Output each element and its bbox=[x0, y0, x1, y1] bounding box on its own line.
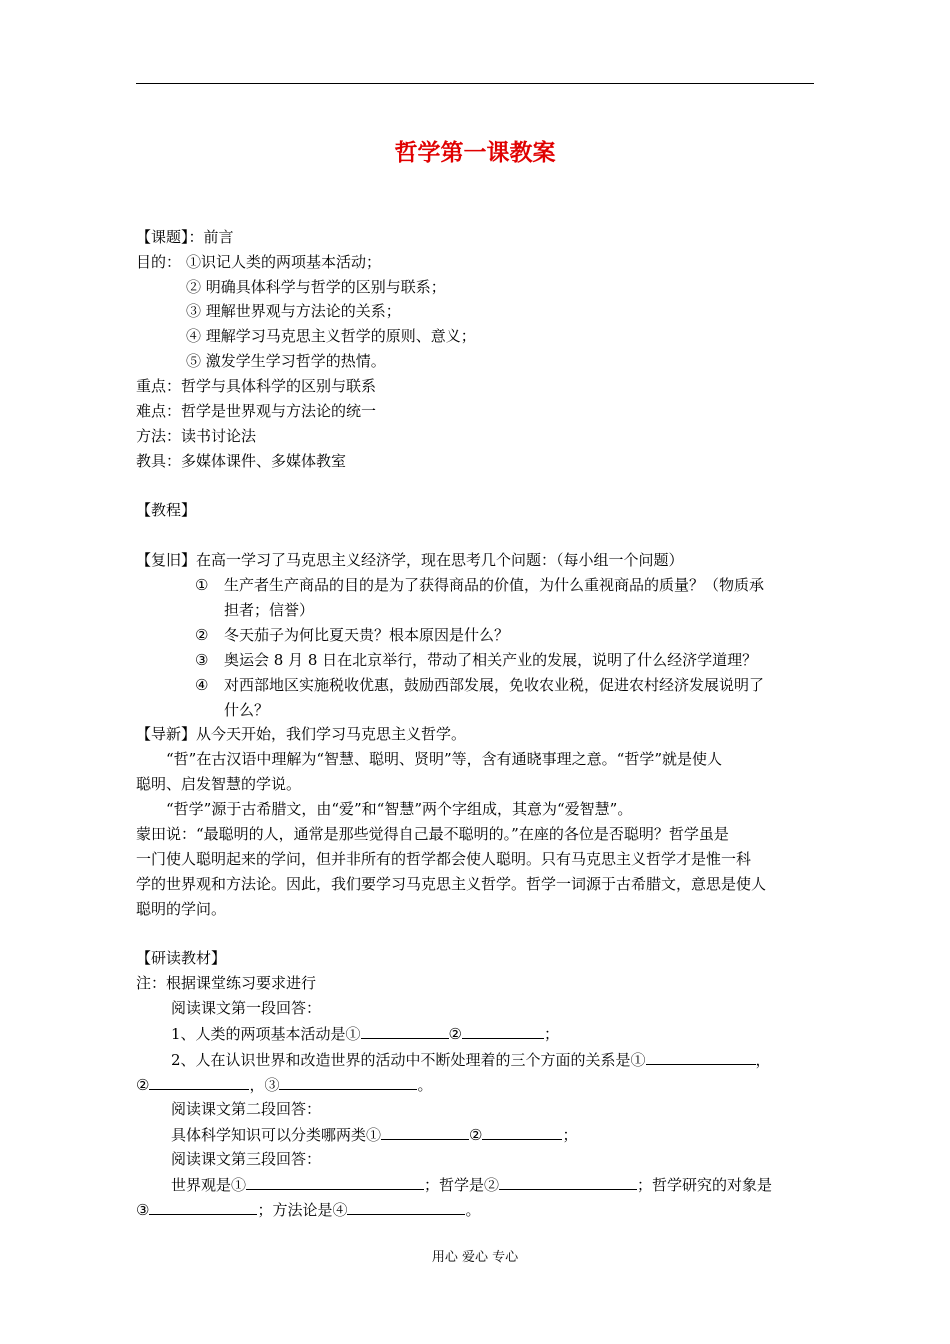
exercise-3 bbox=[171, 1124, 577, 1145]
goal-item-1: ①识记人类的两项基本活动； bbox=[186, 253, 382, 271]
exercise-4-line-2 bbox=[136, 1199, 480, 1220]
goal-item-4: ④ 理解学习马克思主义哲学的原则、意义； bbox=[186, 327, 476, 345]
paragraph-1-line-1: “哲”在古汉语中理解为“智慧、聪明、贤明”等，含有通晓事理之意。“哲学”就是使人 bbox=[166, 750, 723, 768]
study-note: 注：根据课堂练习要求进行 bbox=[136, 974, 317, 992]
punctuation: 。 bbox=[417, 1076, 433, 1094]
punctuation: 。 bbox=[465, 1201, 481, 1219]
punctuation: ； bbox=[544, 1025, 560, 1043]
exercise-2-line-2 bbox=[136, 1074, 432, 1095]
exercise-4-prompt: 世界观是① bbox=[171, 1176, 247, 1194]
exercise-1 bbox=[171, 1023, 559, 1044]
exercise-2-marker-2: ② bbox=[136, 1076, 150, 1094]
study-heading: 【研读教材】 bbox=[136, 949, 227, 967]
answer-blank[interactable] bbox=[646, 1049, 756, 1065]
paragraph-1-line-2: 聪明、启发智慧的学说。 bbox=[136, 775, 302, 793]
header-rule bbox=[136, 83, 814, 84]
exercise-1-prompt: 1、人类的两项基本活动是① bbox=[171, 1025, 361, 1043]
process-heading: 【教程】 bbox=[136, 501, 197, 519]
exercise-4-prompt-4: ；方法论是④ bbox=[257, 1201, 348, 1219]
punctuation: ， bbox=[755, 1051, 771, 1069]
exercise-3-prompt: 具体科学知识可以分类哪两类① bbox=[171, 1126, 382, 1144]
review-intro: 【复旧】在高一学习了马克思主义经济学，现在思考几个问题：（每小组一个问题） bbox=[136, 551, 684, 569]
paragraph-3-line-4: 聪明的学问。 bbox=[136, 900, 227, 918]
read-section-3: 阅读课文第三段回答： bbox=[171, 1150, 322, 1168]
question-2-line-1: 冬天茄子为何比夏天贵？根本原因是什么？ bbox=[224, 626, 510, 644]
question-1-line-2: 担者；信誉） bbox=[224, 601, 315, 619]
topic-line: 【课题】：前言 bbox=[136, 228, 234, 246]
paragraph-2: “哲学”源于古希腊文，由“爱”和“智慧”两个字组成，其意为“爱智慧”。 bbox=[166, 800, 633, 818]
read-section-2: 阅读课文第二段回答： bbox=[171, 1100, 322, 1118]
answer-blank[interactable] bbox=[499, 1174, 637, 1190]
question-1-line-1: 生产者生产商品的目的是为了获得商品的价值，为什么重视商品的质量？（物质承 bbox=[224, 576, 765, 594]
question-number-1: ① bbox=[195, 576, 209, 594]
exercise-3-marker: ② bbox=[469, 1126, 483, 1144]
exercise-4-prompt-3: ；哲学研究的对象是 bbox=[637, 1176, 773, 1194]
paragraph-3-line-1: 蒙田说：“最聪明的人，通常是那些觉得自己最不聪明的。”在座的各位是否聪明？哲学虽是 bbox=[136, 825, 729, 843]
exercise-2-prompt: 2、人在认识世界和改造世界的活动中不断处理着的三个方面的关系是① bbox=[171, 1051, 646, 1069]
exercise-4-marker-2: ；哲学是② bbox=[424, 1176, 500, 1194]
question-number-2: ② bbox=[195, 626, 209, 644]
answer-blank[interactable] bbox=[347, 1199, 465, 1215]
exercise-2-line-1 bbox=[171, 1049, 771, 1070]
read-section-1: 阅读课文第一段回答： bbox=[171, 999, 322, 1017]
tools-line: 教具：多媒体课件、多媒体教室 bbox=[136, 452, 347, 470]
answer-blank[interactable] bbox=[279, 1074, 417, 1090]
exercise-4-marker-3: ③ bbox=[136, 1201, 150, 1219]
answer-blank[interactable] bbox=[149, 1074, 249, 1090]
goals-label: 目的： bbox=[136, 253, 182, 271]
answer-blank[interactable] bbox=[149, 1199, 257, 1215]
key-point-line: 重点：哲学与具体科学的区别与联系 bbox=[136, 377, 377, 395]
question-number-4: ④ bbox=[195, 676, 209, 694]
question-number-3: ③ bbox=[195, 651, 209, 669]
answer-blank[interactable] bbox=[361, 1023, 449, 1039]
page-footer: 用心 爱心 专心 bbox=[431, 1250, 519, 1265]
exercise-4-line-1 bbox=[171, 1174, 772, 1195]
goal-item-5: ⑤ 激发学生学习哲学的热情。 bbox=[186, 352, 386, 370]
difficulty-line: 难点：哲学是世界观与方法论的统一 bbox=[136, 402, 377, 420]
goal-item-2: ② 明确具体科学与哲学的区别与联系； bbox=[186, 278, 446, 296]
answer-blank[interactable] bbox=[482, 1124, 562, 1140]
exercise-2-marker-3: ，③ bbox=[249, 1076, 280, 1094]
question-4-line-2: 什么？ bbox=[224, 701, 270, 719]
answer-blank[interactable] bbox=[246, 1174, 424, 1190]
answer-blank[interactable] bbox=[462, 1023, 544, 1039]
goal-item-3: ③ 理解世界观与方法论的关系； bbox=[186, 302, 401, 320]
question-3-line-1: 奥运会 8 月 8 日在北京举行，带动了相关产业的发展，说明了什么经济学道理？ bbox=[224, 651, 758, 669]
paragraph-3-line-3: 学的世界观和方法论。因此，我们要学习马克思主义哲学。哲学一词源于古希腊文，意思是使人 bbox=[136, 875, 767, 893]
page-title: 哲学第一课教案 bbox=[394, 140, 556, 166]
exercise-1-marker: ② bbox=[448, 1025, 462, 1043]
question-4-line-1: 对西部地区实施税收优惠，鼓励西部发展，免收农业税，促进农村经济发展说明了 bbox=[224, 676, 765, 694]
answer-blank[interactable] bbox=[381, 1124, 469, 1140]
punctuation: ； bbox=[562, 1126, 578, 1144]
new-lesson-intro: 【导新】从今天开始，我们学习马克思主义哲学。 bbox=[136, 725, 467, 743]
method-line: 方法：读书讨论法 bbox=[136, 427, 257, 445]
paragraph-3-line-2: 一门使人聪明起来的学问，但并非所有的哲学都会使人聪明。只有马克思主义哲学才是惟一科 bbox=[136, 850, 752, 868]
